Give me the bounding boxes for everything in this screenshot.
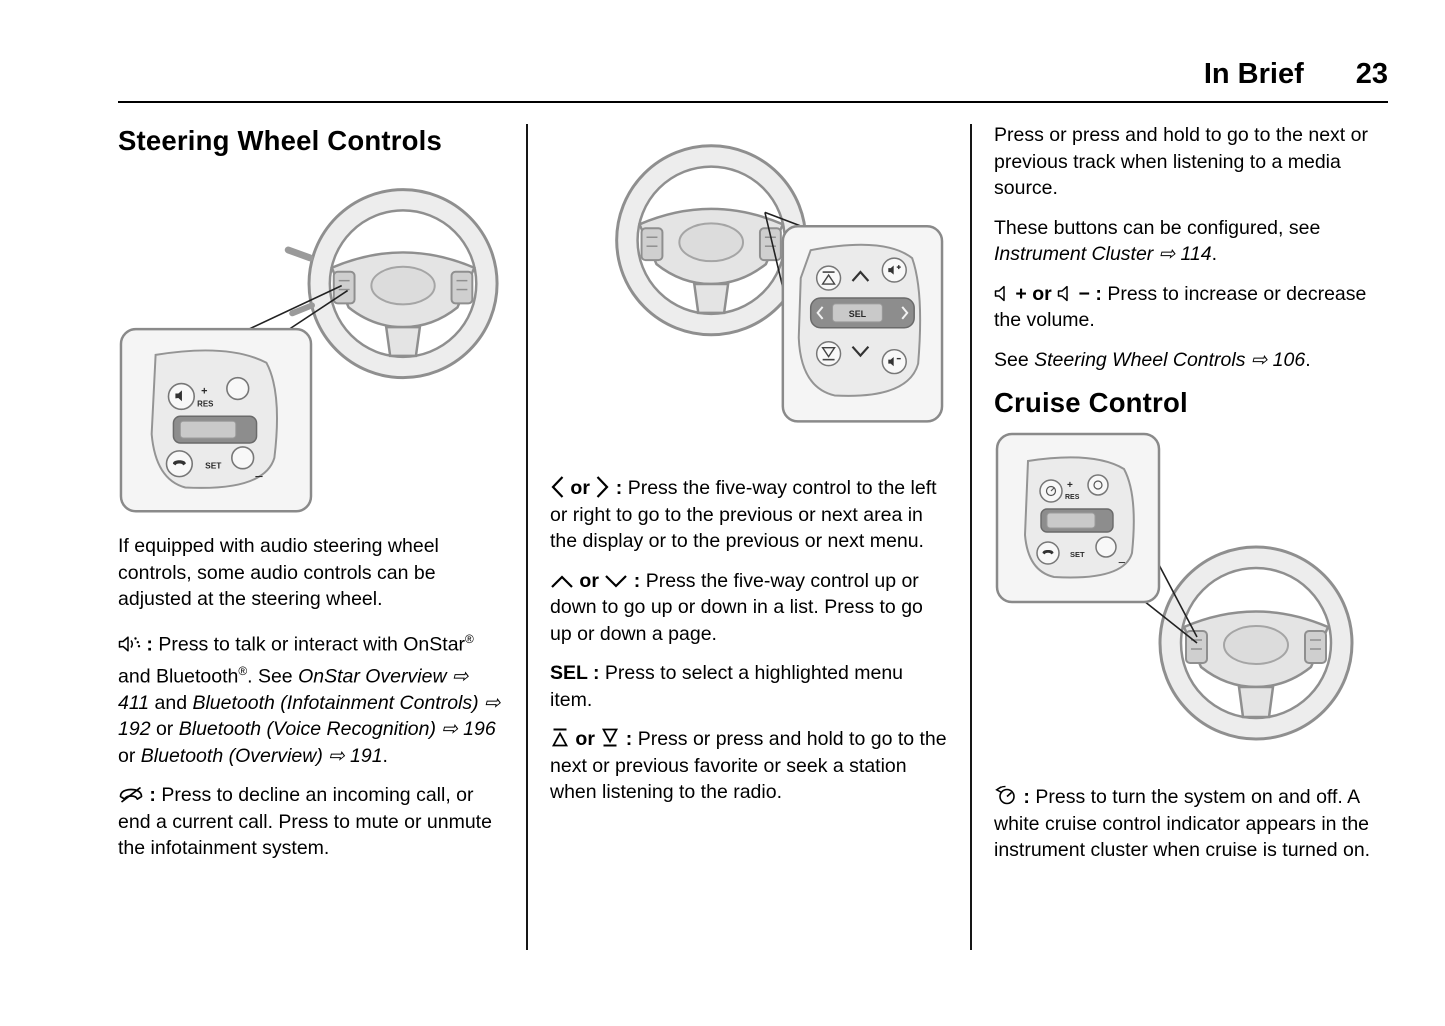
- sel-label: SEL: [550, 662, 588, 684]
- text-run: These buttons can be configured, see: [994, 216, 1321, 239]
- right-chevron-icon: [595, 475, 610, 499]
- illustration-cruise-control: [994, 431, 1386, 768]
- cruise-control-icon: [994, 785, 1018, 805]
- text-run: or: [118, 744, 141, 767]
- bold-plus: +: [1015, 282, 1027, 305]
- separator: :: [628, 569, 646, 592]
- xref-steering-wheel-controls: Steering Wheel Controls ⇨ 106: [1034, 348, 1306, 371]
- inset-plus-label: +: [1067, 480, 1073, 491]
- xref-bluetooth-voice: Bluetooth (Voice Recognition) ⇨ 196: [178, 718, 496, 740]
- header-rule: [118, 101, 1388, 103]
- bold-or: or: [1032, 282, 1052, 305]
- inset-minus-label: −: [1118, 555, 1126, 570]
- volume-down-icon: [1057, 285, 1073, 302]
- cruise-figure: [994, 431, 1386, 763]
- inset-res-label: RES: [1065, 494, 1080, 501]
- steering-wheel: [1160, 547, 1352, 739]
- down-chevron-icon: [604, 574, 628, 589]
- previous-favorite-icon: [600, 727, 620, 748]
- text-run: Press or press and hold to go to the next or previous favorite or seek a station when listening to the radio.: [550, 728, 947, 803]
- text-run: Press to increase or decrease the volume.: [994, 282, 1367, 331]
- para-volume: [994, 281, 1386, 334]
- illustration-five-way-control: [550, 128, 948, 451]
- xref-bluetooth-infotainment: Bluetooth (Infotainment Controls) ⇨ 192: [118, 691, 501, 740]
- talk-icon: [118, 635, 141, 653]
- column-middle: [550, 122, 948, 819]
- separator: :: [620, 728, 638, 750]
- decline-call-icon: [118, 786, 144, 803]
- text-run: Press the five-way control up or down to go up or down in a list. Press to go up or down a page.: [550, 569, 923, 645]
- separator: :: [144, 784, 162, 806]
- text-run: . See: [247, 665, 299, 687]
- next-favorite-icon: [550, 727, 570, 748]
- column-divider: [526, 124, 528, 950]
- para-decline-call: [118, 782, 504, 862]
- volume-up-icon: [994, 285, 1010, 302]
- para-configure: [994, 215, 1386, 268]
- para-five-way-up-down: [550, 568, 948, 648]
- text-run: .: [1305, 348, 1311, 371]
- up-chevron-icon: [550, 574, 574, 589]
- left-chevron-icon: [550, 475, 565, 499]
- bold-minus: −: [1078, 282, 1090, 305]
- bold-or: or: [579, 569, 599, 592]
- text-run: If equipped with audio steering wheel controls, some audio controls can be adjusted at the steering wheel.: [118, 535, 439, 610]
- illustration-audio-steering-controls: [118, 171, 504, 521]
- inset-cruise-buttons: [997, 434, 1159, 602]
- five-way-figure: [550, 128, 948, 446]
- separator: :: [1018, 786, 1036, 808]
- steering-wheel: [617, 146, 806, 335]
- bold-or: or: [570, 477, 590, 499]
- text-run: Press to decline an incoming call, or end a current call. Press to mute or unmute the infotainment system.: [118, 784, 492, 859]
- registered-mark: ®: [238, 663, 248, 678]
- text-run: Press to talk or interact with OnStar: [158, 633, 466, 655]
- text-run: See: [994, 348, 1035, 371]
- inset-set-label: SET: [1070, 550, 1085, 559]
- xref-instrument-cluster: Instrument Cluster ⇨ 114: [994, 243, 1212, 265]
- inset-minus-label: −: [254, 469, 264, 486]
- xref-onstar-overview: OnStar Overview ⇨ 411: [118, 665, 469, 714]
- content-columns: [118, 122, 1388, 950]
- registered-mark: ®: [465, 631, 474, 646]
- inset-plus-label: +: [201, 385, 208, 398]
- inset-sel-label: SEL: [848, 308, 867, 319]
- inset-res-label: RES: [197, 399, 214, 409]
- para-talk-button: [118, 626, 504, 770]
- separator: :: [141, 633, 159, 655]
- para-track: [994, 122, 1386, 202]
- separator: :: [1089, 282, 1108, 305]
- para-see-steering-controls: [994, 347, 1386, 374]
- column-divider: [970, 124, 972, 950]
- text-run: and Bluetooth: [118, 665, 239, 687]
- text-run: or: [150, 718, 179, 740]
- text-run: .: [382, 744, 388, 767]
- page-header: [1204, 60, 1388, 89]
- heading-steering-wheel-controls: Steering Wheel Controls: [118, 125, 442, 156]
- text-run: Press to turn the system on and off. A white cruise control indicator appears in the instrument cluster when cruise is turned on.: [994, 786, 1371, 861]
- text-run: and: [149, 691, 193, 714]
- para-five-way-left-right: [550, 475, 948, 555]
- bold-or: or: [575, 728, 595, 750]
- inset-set-label: SET: [205, 460, 222, 471]
- inset-audio-buttons: [121, 329, 311, 511]
- text-run: Press the five-way control to the left or right to go to the previous or next area in the display or to the previous or next menu.: [550, 477, 937, 552]
- section-title: In Brief: [1203, 58, 1304, 90]
- para-cruise-on-off: [994, 784, 1386, 864]
- heading-cruise-control: Cruise Control: [994, 387, 1188, 418]
- steering-wheel: [288, 190, 497, 378]
- text-run: Press to select a highlighted menu item.: [550, 662, 904, 711]
- separator: :: [587, 662, 605, 684]
- para-favorites: [550, 726, 948, 806]
- separator: :: [610, 477, 628, 499]
- text-run: .: [1211, 243, 1217, 265]
- column-right: [994, 122, 1386, 877]
- page-number: 23: [1355, 58, 1388, 90]
- inset-five-way-buttons: [783, 226, 942, 421]
- column-left: [118, 122, 504, 875]
- audio-controls-figure: [118, 171, 504, 516]
- para-sel-button: [550, 660, 948, 713]
- xref-bluetooth-overview: Bluetooth (Overview) ⇨ 191: [140, 744, 383, 767]
- para-audio-intro: [118, 533, 504, 613]
- text-run: Press or press and hold to go to the next or previous track when listening to a media source.: [994, 124, 1368, 199]
